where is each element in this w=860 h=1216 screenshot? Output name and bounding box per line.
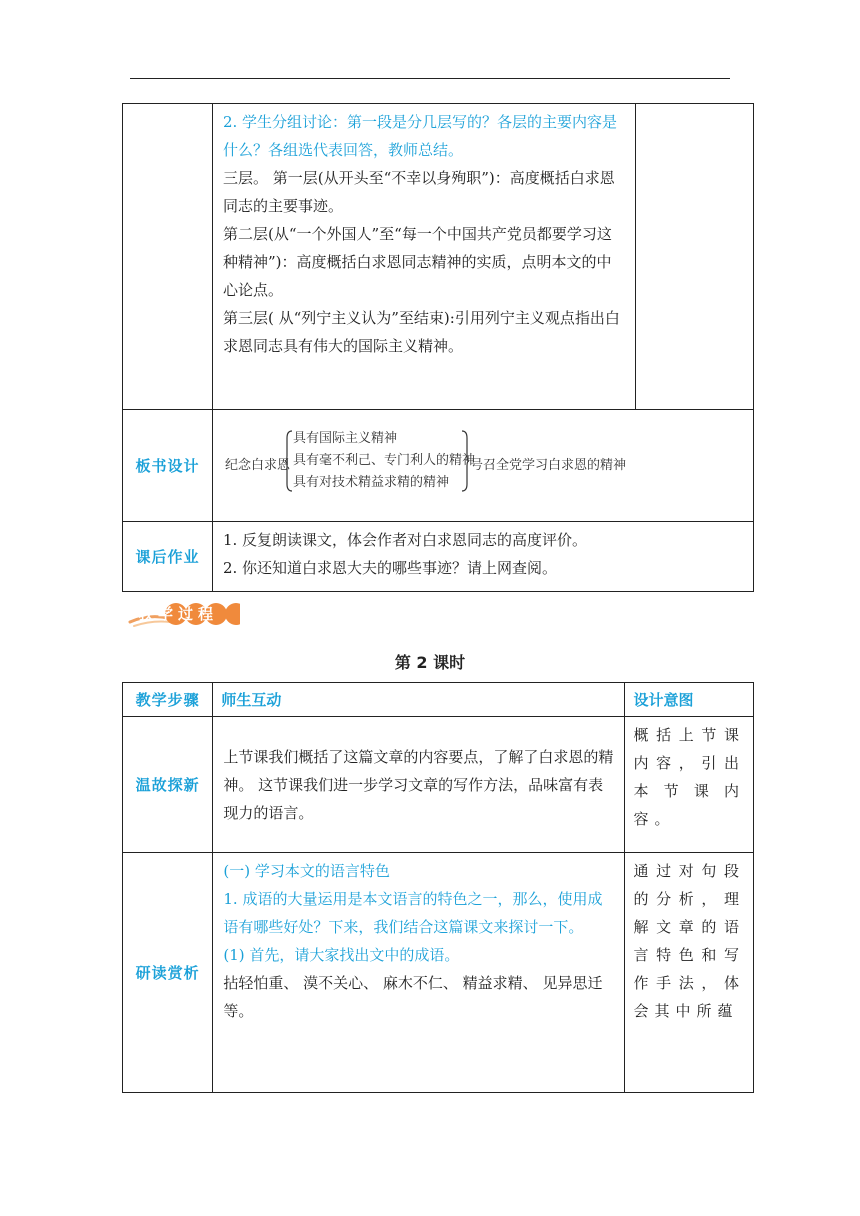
paragraph: (1) 首先，请大家找出文中的成语。 [223,946,460,964]
step-cell: 温故探新 [123,717,213,853]
header-step: 教学步骤 [123,683,213,717]
board-item: 具有国际主义精神 [292,431,397,446]
board-item: 具有对技术精益求精的精神 [292,475,449,490]
homework-item: 1. 反复朗读课文，体会作者对白求恩同志的高度评价。 [222,531,588,549]
paragraph: 拈轻怕重、 漠不关心、 麻木不仁、 精益求精、 见异思迁等。 [223,974,603,1020]
lesson-table-1 [122,103,754,592]
paragraph: 第三层( 从“列宁主义认为”至结束):引用列宁主义观点指出白求恩同志具有伟大的国际主义精神。 [222,309,620,355]
paragraph: 第二层(从“一个外国人”至“每一个中国共产党员都要学习这种精神”)：高度概括白求恩同志精神的实质，点明本文的中心论点。 [222,225,612,299]
homework-item: 2. 你还知道白求恩大夫的哪些事迹？请上网查阅。 [222,559,558,577]
lesson-title: 第 2 课时 [394,653,466,672]
board-items [293,428,475,494]
board-item: 具有毫不利己、专门利人的精神 [292,453,475,468]
header-interaction: 师生互动 [213,683,625,717]
teaching-process-badge-text: 教学过程 [137,605,218,623]
intent-cell: 通过对句段的分析，理解文章的语言特色和写作手法，体会其中所蕴 [625,853,754,1093]
board-left-text: 纪念白求恩 [224,458,290,473]
empty-step-cell [123,104,213,410]
header-intent: 设计意图 [625,683,754,717]
paragraph: (一) 学习本文的语言特色 [223,862,390,880]
board-design-cell [212,410,753,522]
header-rule [130,78,730,79]
homework-cell [212,522,753,592]
paragraph: 1. 成语的大量运用是本文语言的特色之一，那么，使用成语有哪些好处？下来，我们结合这篇课文来探讨一下。 [223,890,603,936]
empty-intent-cell [635,104,753,410]
step-cell: 研读赏析 [123,853,213,1093]
intent-cell: 概括上节课内容，引出本节课内容。 [625,717,754,853]
right-brace-icon [461,430,469,492]
lesson-table-2 [122,682,754,1093]
paragraph: 三层。 第一层(从开头至“不幸以身殉职”)：高度概括白求恩同志的主要事迹。 [222,169,615,215]
discussion-content-cell [212,104,635,410]
interaction-cell [213,717,625,853]
board-right-text: 号召全党学习白求恩的精神 [469,458,626,473]
homework-label: 课后作业 [123,522,213,592]
paragraph: 2. 学生分组讨论：第一段是分几层写的？各层的主要内容是什么？各组选代表回答，教师总结。 [222,113,618,159]
interaction-cell [213,853,625,1093]
board-diagram [213,410,753,520]
board-design-label: 板书设计 [123,410,213,522]
paragraph: 上节课我们概括了这篇文章的内容要点，了解了白求恩的精神。 这节课我们进一步学习文章的写作方法，品味富有表现力的语言。 [223,747,614,822]
left-brace-icon [285,430,293,492]
